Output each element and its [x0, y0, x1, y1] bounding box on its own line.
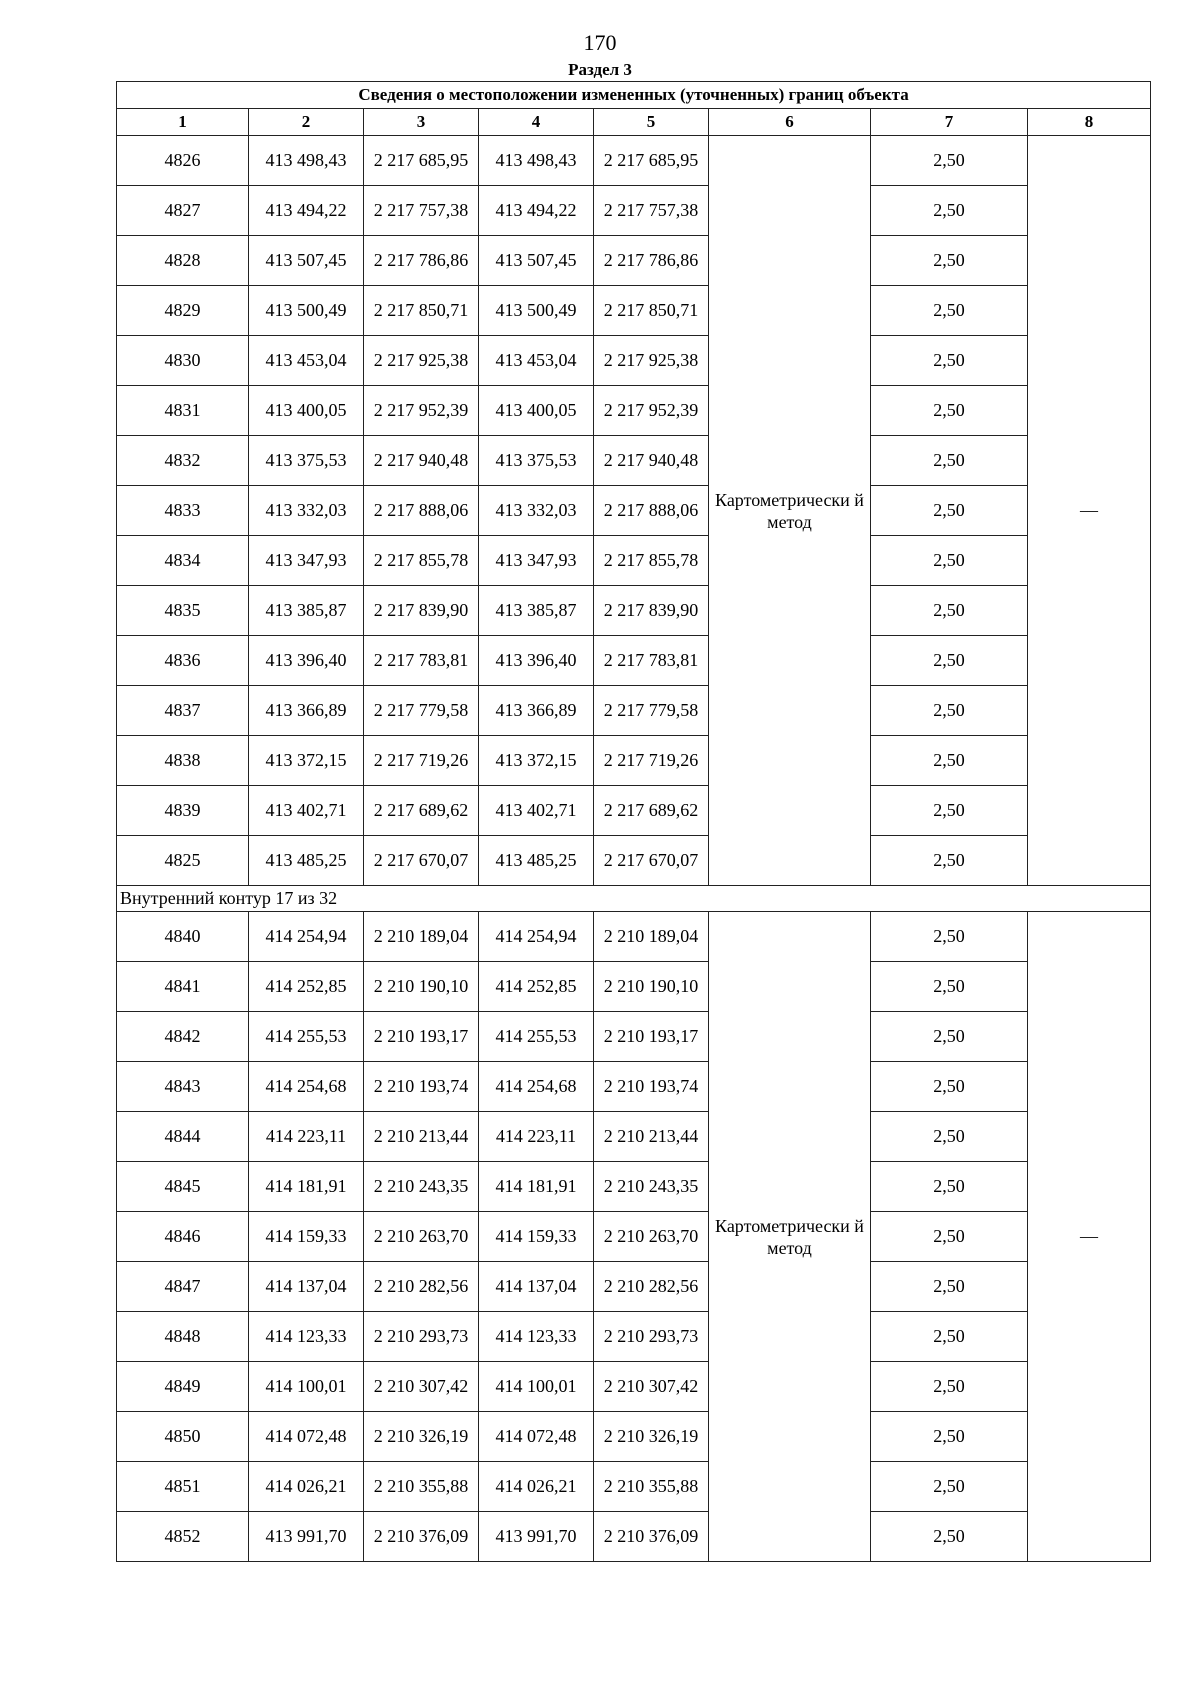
- y-coordinate-new: 2 210 282,56: [594, 1262, 709, 1312]
- y-coordinate-new: 2 210 213,44: [594, 1112, 709, 1162]
- x-coordinate-new: 413 991,70: [479, 1512, 594, 1562]
- accuracy-value: 2,50: [871, 236, 1028, 286]
- accuracy-value: 2,50: [871, 736, 1028, 786]
- table-row: [117, 836, 1151, 886]
- x-coordinate: 414 159,33: [249, 1212, 364, 1262]
- table-row: [117, 136, 1151, 186]
- x-coordinate: 414 254,94: [249, 912, 364, 962]
- y-coordinate-new: 2 217 888,06: [594, 486, 709, 536]
- x-coordinate: 413 366,89: [249, 686, 364, 736]
- method-cell: Картометрически й метод: [709, 136, 871, 886]
- table-row: [117, 686, 1151, 736]
- y-coordinate-new: 2 210 189,04: [594, 912, 709, 962]
- column-header: 5: [594, 109, 709, 136]
- point-number: 4834: [117, 536, 249, 586]
- x-coordinate: 414 072,48: [249, 1412, 364, 1462]
- point-number: 4833: [117, 486, 249, 536]
- point-number: 4837: [117, 686, 249, 736]
- table-row: [117, 1462, 1151, 1512]
- y-coordinate-new: 2 210 307,42: [594, 1362, 709, 1412]
- y-coordinate: 2 210 213,44: [364, 1112, 479, 1162]
- y-coordinate: 2 217 850,71: [364, 286, 479, 336]
- y-coordinate-new: 2 217 952,39: [594, 386, 709, 436]
- accuracy-value: 2,50: [871, 686, 1028, 736]
- y-coordinate-new: 2 217 925,38: [594, 336, 709, 386]
- y-coordinate: 2 217 786,86: [364, 236, 479, 286]
- x-coordinate: 413 498,43: [249, 136, 364, 186]
- accuracy-value: 2,50: [871, 1012, 1028, 1062]
- y-coordinate-new: 2 217 757,38: [594, 186, 709, 236]
- accuracy-value: 2,50: [871, 1062, 1028, 1112]
- accuracy-value: 2,50: [871, 962, 1028, 1012]
- point-number: 4844: [117, 1112, 249, 1162]
- x-coordinate: 413 991,70: [249, 1512, 364, 1562]
- table-row: [117, 636, 1151, 686]
- y-coordinate-new: 2 210 376,09: [594, 1512, 709, 1562]
- accuracy-value: 2,50: [871, 286, 1028, 336]
- x-coordinate: 413 332,03: [249, 486, 364, 536]
- point-number: 4849: [117, 1362, 249, 1412]
- y-coordinate: 2 217 855,78: [364, 536, 479, 586]
- point-number: 4838: [117, 736, 249, 786]
- accuracy-value: 2,50: [871, 1212, 1028, 1262]
- y-coordinate-new: 2 210 293,73: [594, 1312, 709, 1362]
- accuracy-value: 2,50: [871, 1162, 1028, 1212]
- table-row: [117, 912, 1151, 962]
- y-coordinate-new: 2 217 670,07: [594, 836, 709, 886]
- section-title: Раздел 3: [568, 60, 632, 79]
- table-caption: Сведения о местоположении измененных (уточненных) границ объекта: [117, 82, 1151, 109]
- x-coordinate-new: 414 223,11: [479, 1112, 594, 1162]
- table-row: [117, 436, 1151, 486]
- x-coordinate-new: 414 181,91: [479, 1162, 594, 1212]
- table-row: [117, 536, 1151, 586]
- y-coordinate: 2 217 839,90: [364, 586, 479, 636]
- point-number: 4845: [117, 1162, 249, 1212]
- x-coordinate-new: 413 485,25: [479, 836, 594, 886]
- x-coordinate: 414 254,68: [249, 1062, 364, 1112]
- table-row: [117, 336, 1151, 386]
- y-coordinate-new: 2 217 719,26: [594, 736, 709, 786]
- x-coordinate-new: 414 137,04: [479, 1262, 594, 1312]
- column-header: 8: [1028, 109, 1151, 136]
- x-coordinate-new: 413 347,93: [479, 536, 594, 586]
- y-coordinate-new: 2 210 263,70: [594, 1212, 709, 1262]
- y-coordinate: 2 217 888,06: [364, 486, 479, 536]
- point-number: 4830: [117, 336, 249, 386]
- y-coordinate: 2 217 940,48: [364, 436, 479, 486]
- y-coordinate: 2 217 685,95: [364, 136, 479, 186]
- table-caption-row: [117, 82, 1151, 109]
- column-header: 7: [871, 109, 1028, 136]
- y-coordinate-new: 2 217 783,81: [594, 636, 709, 686]
- y-coordinate: 2 210 355,88: [364, 1462, 479, 1512]
- x-coordinate: 413 494,22: [249, 186, 364, 236]
- y-coordinate-new: 2 217 940,48: [594, 436, 709, 486]
- x-coordinate: 413 372,15: [249, 736, 364, 786]
- column-header: 6: [709, 109, 871, 136]
- point-number: 4827: [117, 186, 249, 236]
- y-coordinate-new: 2 217 689,62: [594, 786, 709, 836]
- accuracy-value: 2,50: [871, 1262, 1028, 1312]
- y-coordinate: 2 210 282,56: [364, 1262, 479, 1312]
- point-number: 4832: [117, 436, 249, 486]
- x-coordinate: 413 347,93: [249, 536, 364, 586]
- x-coordinate-new: 414 123,33: [479, 1312, 594, 1362]
- column-number-row: [117, 109, 1151, 136]
- accuracy-value: 2,50: [871, 386, 1028, 436]
- y-coordinate-new: 2 217 855,78: [594, 536, 709, 586]
- x-coordinate-new: 414 100,01: [479, 1362, 594, 1412]
- accuracy-value: 2,50: [871, 586, 1028, 636]
- x-coordinate: 413 507,45: [249, 236, 364, 286]
- y-coordinate: 2 217 952,39: [364, 386, 479, 436]
- point-number: 4839: [117, 786, 249, 836]
- point-number: 4826: [117, 136, 249, 186]
- point-number: 4841: [117, 962, 249, 1012]
- x-coordinate-new: 413 507,45: [479, 236, 594, 286]
- page-number: 170: [583, 30, 617, 55]
- x-coordinate: 414 100,01: [249, 1362, 364, 1412]
- point-number: 4850: [117, 1412, 249, 1462]
- table-row: [117, 962, 1151, 1012]
- column-header: 3: [364, 109, 479, 136]
- point-number: 4831: [117, 386, 249, 436]
- accuracy-value: 2,50: [871, 436, 1028, 486]
- x-coordinate: 414 026,21: [249, 1462, 364, 1512]
- column-8-cell: —: [1028, 912, 1151, 1562]
- x-coordinate: 413 402,71: [249, 786, 364, 836]
- accuracy-value: 2,50: [871, 1412, 1028, 1462]
- point-number: 4851: [117, 1462, 249, 1512]
- point-number: 4846: [117, 1212, 249, 1262]
- point-number: 4847: [117, 1262, 249, 1312]
- accuracy-value: 2,50: [871, 536, 1028, 586]
- y-coordinate-new: 2 217 786,86: [594, 236, 709, 286]
- accuracy-value: 2,50: [871, 486, 1028, 536]
- y-coordinate: 2 210 376,09: [364, 1512, 479, 1562]
- y-coordinate: 2 210 326,19: [364, 1412, 479, 1462]
- x-coordinate-new: 413 375,53: [479, 436, 594, 486]
- point-number: 4835: [117, 586, 249, 636]
- x-coordinate-new: 414 255,53: [479, 1012, 594, 1062]
- y-coordinate-new: 2 217 685,95: [594, 136, 709, 186]
- x-coordinate: 414 181,91: [249, 1162, 364, 1212]
- x-coordinate-new: 413 402,71: [479, 786, 594, 836]
- table-row: [117, 1012, 1151, 1062]
- y-coordinate-new: 2 210 355,88: [594, 1462, 709, 1512]
- x-coordinate: 414 137,04: [249, 1262, 364, 1312]
- table-row: [117, 1412, 1151, 1462]
- x-coordinate: 413 485,25: [249, 836, 364, 886]
- table-row: [117, 1312, 1151, 1362]
- x-coordinate-new: 413 498,43: [479, 136, 594, 186]
- accuracy-value: 2,50: [871, 1462, 1028, 1512]
- table-row: [117, 1362, 1151, 1412]
- x-coordinate: 413 400,05: [249, 386, 364, 436]
- x-coordinate: 413 396,40: [249, 636, 364, 686]
- point-number: 4848: [117, 1312, 249, 1362]
- x-coordinate: 413 500,49: [249, 286, 364, 336]
- y-coordinate: 2 210 190,10: [364, 962, 479, 1012]
- x-coordinate: 414 223,11: [249, 1112, 364, 1162]
- x-coordinate: 414 252,85: [249, 962, 364, 1012]
- y-coordinate: 2 210 193,74: [364, 1062, 479, 1112]
- x-coordinate-new: 414 252,85: [479, 962, 594, 1012]
- column-8-cell: —: [1028, 136, 1151, 886]
- coordinates-table: [116, 81, 1151, 1562]
- y-coordinate-new: 2 217 779,58: [594, 686, 709, 736]
- point-number: 4843: [117, 1062, 249, 1112]
- x-coordinate-new: 413 400,05: [479, 386, 594, 436]
- y-coordinate: 2 217 925,38: [364, 336, 479, 386]
- x-coordinate-new: 413 366,89: [479, 686, 594, 736]
- table-row: [117, 486, 1151, 536]
- x-coordinate-new: 414 026,21: [479, 1462, 594, 1512]
- accuracy-value: 2,50: [871, 786, 1028, 836]
- point-number: 4825: [117, 836, 249, 886]
- table-row: [117, 1112, 1151, 1162]
- table-row: [117, 736, 1151, 786]
- x-coordinate-new: 413 453,04: [479, 336, 594, 386]
- accuracy-value: 2,50: [871, 136, 1028, 186]
- point-number: 4829: [117, 286, 249, 336]
- y-coordinate: 2 210 263,70: [364, 1212, 479, 1262]
- table-row: [117, 386, 1151, 436]
- y-coordinate-new: 2 210 190,10: [594, 962, 709, 1012]
- x-coordinate-new: 414 254,94: [479, 912, 594, 962]
- x-coordinate-new: 413 332,03: [479, 486, 594, 536]
- x-coordinate: 413 375,53: [249, 436, 364, 486]
- y-coordinate: 2 210 243,35: [364, 1162, 479, 1212]
- y-coordinate-new: 2 217 839,90: [594, 586, 709, 636]
- x-coordinate-new: 414 159,33: [479, 1212, 594, 1262]
- accuracy-value: 2,50: [871, 1312, 1028, 1362]
- table-row: [117, 1262, 1151, 1312]
- y-coordinate: 2 217 670,07: [364, 836, 479, 886]
- contour-label-row: [117, 886, 1151, 912]
- accuracy-value: 2,50: [871, 336, 1028, 386]
- y-coordinate: 2 210 189,04: [364, 912, 479, 962]
- y-coordinate-new: 2 217 850,71: [594, 286, 709, 336]
- y-coordinate: 2 217 719,26: [364, 736, 479, 786]
- x-coordinate-new: 413 385,87: [479, 586, 594, 636]
- y-coordinate: 2 217 783,81: [364, 636, 479, 686]
- y-coordinate-new: 2 210 193,74: [594, 1062, 709, 1112]
- contour-label: Внутренний контур 17 из 32: [117, 886, 1151, 912]
- accuracy-value: 2,50: [871, 1512, 1028, 1562]
- point-number: 4842: [117, 1012, 249, 1062]
- column-header: 4: [479, 109, 594, 136]
- table-row: [117, 1212, 1151, 1262]
- y-coordinate: 2 217 689,62: [364, 786, 479, 836]
- x-coordinate-new: 413 494,22: [479, 186, 594, 236]
- x-coordinate-new: 413 500,49: [479, 286, 594, 336]
- x-coordinate-new: 413 372,15: [479, 736, 594, 786]
- table-row: [117, 186, 1151, 236]
- table-row: [117, 586, 1151, 636]
- accuracy-value: 2,50: [871, 1112, 1028, 1162]
- accuracy-value: 2,50: [871, 186, 1028, 236]
- point-number: 4840: [117, 912, 249, 962]
- accuracy-value: 2,50: [871, 636, 1028, 686]
- y-coordinate: 2 210 293,73: [364, 1312, 479, 1362]
- x-coordinate: 413 453,04: [249, 336, 364, 386]
- point-number: 4828: [117, 236, 249, 286]
- point-number: 4836: [117, 636, 249, 686]
- table-row: [117, 1162, 1151, 1212]
- column-header: 1: [117, 109, 249, 136]
- table-row: [117, 286, 1151, 336]
- column-header: 2: [249, 109, 364, 136]
- accuracy-value: 2,50: [871, 912, 1028, 962]
- y-coordinate-new: 2 210 326,19: [594, 1412, 709, 1462]
- y-coordinate: 2 210 307,42: [364, 1362, 479, 1412]
- table-row: [117, 1512, 1151, 1562]
- x-coordinate-new: 413 396,40: [479, 636, 594, 686]
- table-row: [117, 786, 1151, 836]
- accuracy-value: 2,50: [871, 1362, 1028, 1412]
- x-coordinate: 413 385,87: [249, 586, 364, 636]
- point-number: 4852: [117, 1512, 249, 1562]
- method-cell: Картометрически й метод: [709, 912, 871, 1562]
- accuracy-value: 2,50: [871, 836, 1028, 886]
- table-row: [117, 1062, 1151, 1112]
- y-coordinate: 2 217 779,58: [364, 686, 479, 736]
- x-coordinate: 414 255,53: [249, 1012, 364, 1062]
- x-coordinate-new: 414 072,48: [479, 1412, 594, 1462]
- x-coordinate-new: 414 254,68: [479, 1062, 594, 1112]
- y-coordinate: 2 210 193,17: [364, 1012, 479, 1062]
- y-coordinate-new: 2 210 193,17: [594, 1012, 709, 1062]
- y-coordinate: 2 217 757,38: [364, 186, 479, 236]
- y-coordinate-new: 2 210 243,35: [594, 1162, 709, 1212]
- x-coordinate: 414 123,33: [249, 1312, 364, 1362]
- table-body: [117, 82, 1151, 1562]
- table-row: [117, 236, 1151, 286]
